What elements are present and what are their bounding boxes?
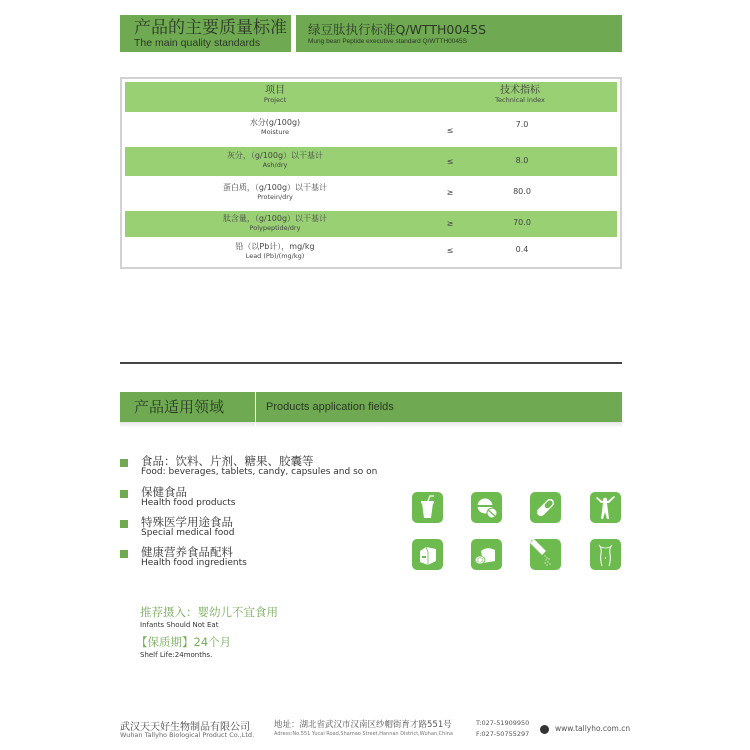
row-item <box>125 118 425 136</box>
capsule-icon <box>530 492 561 523</box>
quality-standards-banner <box>120 15 291 52</box>
address-cn: 地址：湖北省武汉市汉南区纱帽街育才路551号 <box>274 720 452 730</box>
row-item-cn: 蛋白质，（g/100g）以干基计 <box>222 183 328 192</box>
application-item-cn: 食品：饮料、片剂、糖果、胶囊等 <box>141 454 314 468</box>
row-item <box>125 183 425 201</box>
fax: F:027-50755297 <box>476 730 530 738</box>
banner-shadow <box>120 422 255 428</box>
square-bullet-icon <box>120 459 128 467</box>
header-index <box>465 85 575 104</box>
row-item-en: Protein/dry <box>257 193 293 201</box>
address-en: Adress:No.551 Yucai Road,Shamao Street,Hannan District,Wuhan,China <box>274 731 453 737</box>
header-item-en: Project <box>263 96 287 104</box>
row-item-cn: 水分(g/100g) <box>249 118 301 127</box>
body-shape-icon <box>590 539 621 570</box>
table-row <box>125 147 617 176</box>
application-fields-banner <box>120 392 255 422</box>
application-item-en: Special medical food <box>141 528 235 538</box>
quality-spec-table <box>120 77 622 269</box>
standard-title-en: Mung bean Peptide executive standard Q/WTTH0045S <box>308 38 467 45</box>
table-row <box>125 211 617 237</box>
banner-shadow <box>256 422 622 428</box>
header-index-en: Technical index <box>495 96 545 104</box>
row-value: 7.0 <box>515 120 529 129</box>
company-name-cn: 武汉天天好生物制品有限公司 <box>120 722 250 733</box>
application-item-en: Health food products <box>141 498 236 508</box>
shelf-life-en: Shelf Life:24months. <box>140 651 213 659</box>
row-operator: ≥ <box>446 219 454 228</box>
square-bullet-icon <box>120 490 128 498</box>
row-operator: ≤ <box>446 126 454 135</box>
table-row <box>125 237 617 265</box>
row-operator: ≤ <box>446 246 454 255</box>
drink-cup-icon <box>412 492 443 523</box>
milk-carton-icon <box>412 539 443 570</box>
powder-sachet-icon <box>530 539 561 570</box>
application-item-cn: 特殊医学用途食品 <box>141 515 233 529</box>
application-item-cn: 保健食品 <box>141 485 187 499</box>
row-operator: ≥ <box>446 188 454 197</box>
quality-title-cn: 产品的主要质量标准 <box>134 18 287 38</box>
row-item-en: Moisture <box>261 128 289 136</box>
standard-title-cn: 绿豆肽执行标准Q/WTTH0045S <box>308 22 487 37</box>
row-item <box>125 151 425 169</box>
row-item <box>125 214 425 232</box>
row-item-cn: 灰分，（g/100g）以干基计 <box>226 151 324 160</box>
intake-note-cn: 推荐摄入：婴幼儿不宜食用 <box>140 605 278 619</box>
application-title-cn: 产品适用领域 <box>134 398 225 416</box>
section-divider <box>120 362 622 364</box>
application-fields-en-banner <box>256 392 622 422</box>
row-item-en: Lead (Pb)/(mg/kg) <box>245 252 305 260</box>
header-item <box>125 85 425 104</box>
row-item <box>125 242 425 260</box>
application-item-cn: 健康营养食品配料 <box>141 545 233 559</box>
telephone: T:027-51909950 <box>476 719 530 727</box>
fitness-body-icon <box>590 492 621 523</box>
header-index-cn: 技术指标 <box>500 85 540 96</box>
website-icon <box>540 725 549 734</box>
table-header-row <box>125 82 617 112</box>
executive-standard-banner <box>296 15 622 52</box>
header-item-cn: 项目 <box>265 85 285 96</box>
application-item-en: Health food ingredients <box>141 558 247 568</box>
tablets-icon <box>471 492 502 523</box>
shelf-life-cn: 【保质期】24个月 <box>136 635 232 649</box>
application-title-en: Products application fields <box>266 401 394 413</box>
website-link[interactable]: www.tallyho.com.cn <box>555 724 631 733</box>
quality-title-en: The main quality standards <box>134 37 261 49</box>
company-name-en: Wuhan Tallyho Biological Product Co.,Ltd. <box>120 731 255 739</box>
row-value: 70.0 <box>513 218 531 227</box>
row-item-cn: 肽含量，（g/100g）以干基计 <box>222 214 328 223</box>
row-value: 8.0 <box>515 156 529 165</box>
intake-note-en: Infants Should Not Eat <box>140 621 219 629</box>
row-item-en: Polypeptide/dry <box>249 224 301 232</box>
bread-icon <box>471 539 502 570</box>
row-value: 80.0 <box>513 187 531 196</box>
row-item-en: Ash/dry <box>262 161 288 169</box>
square-bullet-icon <box>120 550 128 558</box>
row-item-cn: 铅（以Pb计），mg/kg <box>235 242 315 251</box>
row-operator: ≤ <box>446 157 454 166</box>
table-row <box>125 112 617 147</box>
application-item-en: Food: beverages, tablets, candy, capsules and so on <box>141 467 378 477</box>
row-value: 0.4 <box>515 245 529 254</box>
square-bullet-icon <box>120 520 128 528</box>
table-row <box>125 176 617 211</box>
